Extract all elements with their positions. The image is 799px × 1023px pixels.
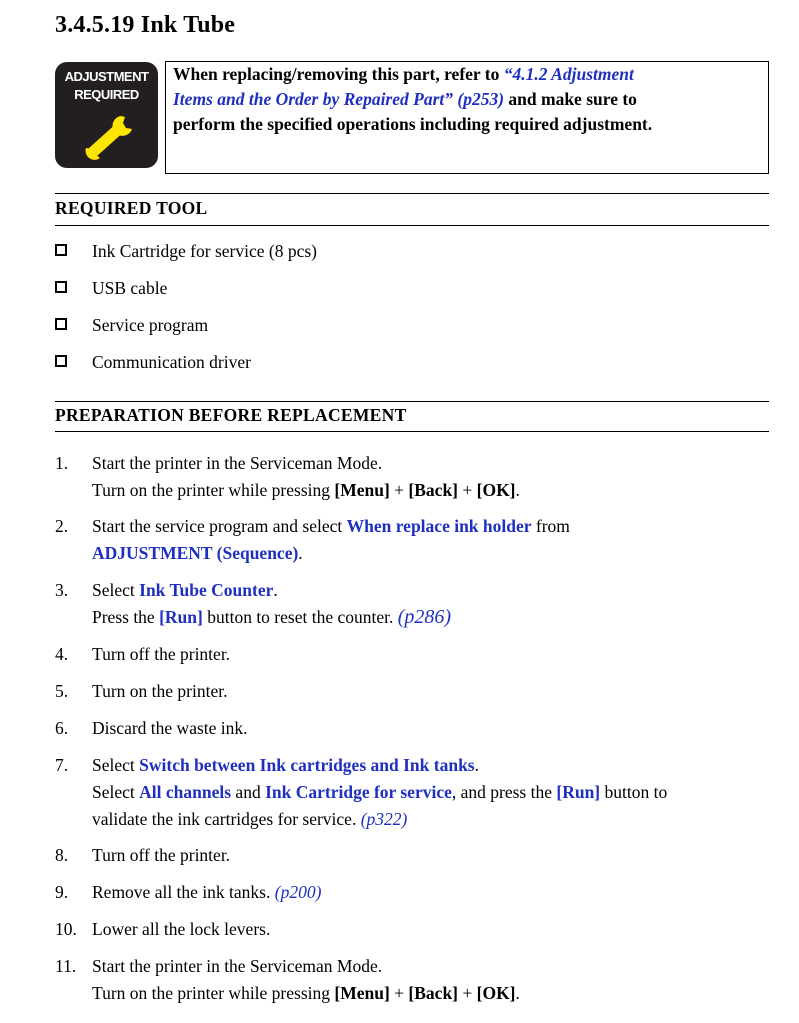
page-title: 3.4.5.19 Ink Tube: [55, 12, 236, 38]
adjustment-reference-link[interactable]: “4.1.2 Adjustment: [503, 64, 634, 84]
checkbox-icon: [55, 244, 67, 256]
required-tool-heading: REQUIRED TOOL: [55, 198, 208, 218]
page-reference-link[interactable]: (p322): [360, 809, 408, 829]
required-label: REQUIRED: [74, 87, 139, 102]
page-reference-link[interactable]: (p200): [274, 882, 322, 902]
section-divider: [55, 193, 769, 194]
adjustment-reference-link-cont[interactable]: Items and the Order by Repaired Part” (p253): [173, 89, 505, 109]
checkbox-icon: [55, 355, 67, 367]
section-divider: [55, 401, 769, 402]
section-divider: [55, 431, 769, 432]
checkbox-icon: [55, 281, 67, 293]
adjustment-label: ADJUSTMENT: [64, 69, 149, 84]
wrench-icon: [83, 112, 139, 162]
checkbox-icon: [55, 318, 67, 330]
page-reference-link[interactable]: (p286): [397, 606, 452, 628]
preparation-heading: PREPARATION BEFORE REPLACEMENT: [55, 405, 407, 425]
notice-text: When replacing/removing this part, refer to “4.1.2 Adjustment Items and the Order by Repaired Part” (p253) and make sure to perform the specified operations including required adjustment.: [173, 64, 653, 134]
section-divider: [55, 225, 769, 226]
adjustment-required-icon: [55, 62, 158, 168]
